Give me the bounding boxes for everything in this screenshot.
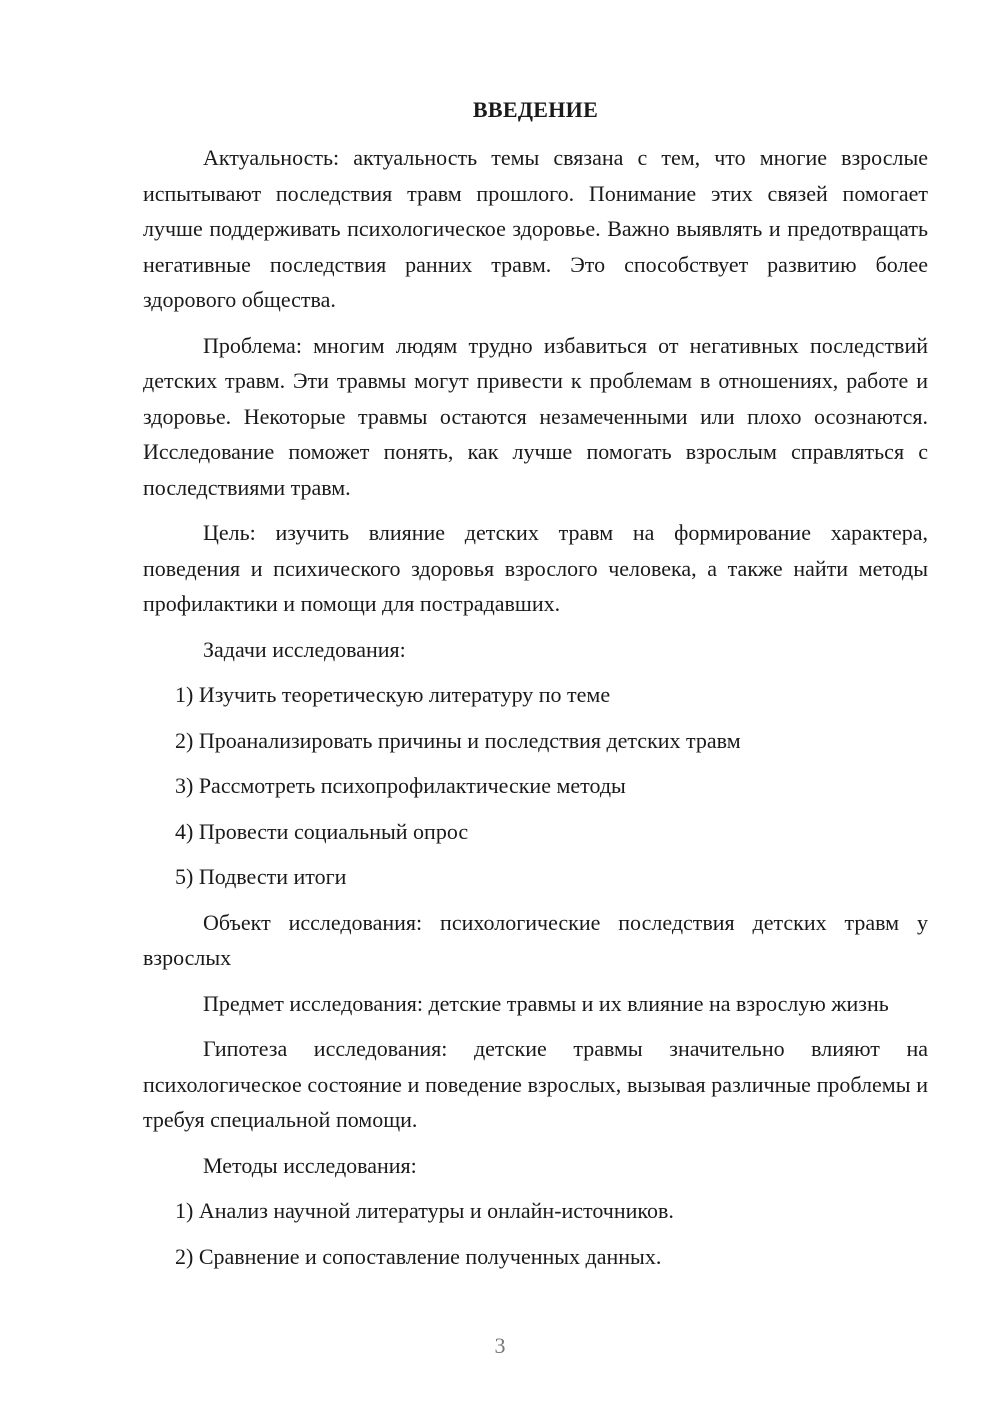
task-item: 5) Подвести итоги (175, 864, 347, 889)
page-number: 3 (494, 1333, 506, 1358)
task-item: 4) Провести социальный опрос (175, 818, 469, 844)
object-paragraph: Объект исследования: психологические последствия детских травм у взрослых (143, 909, 928, 970)
task-item: 1) Изучить теоретическую литературу по теме (175, 682, 611, 707)
method-item: 1) Анализ научной литературы и онлайн-источников. (175, 1198, 674, 1223)
method-item: 2) Сравнение и сопоставление полученных данных. (175, 1243, 662, 1269)
hypothesis-paragraph: Гипотеза исследования: детские травмы значительно влияют на психологическое состояние и поведение взрослых, вызывая различные проблемы и требуя специальной помощи. (143, 1036, 928, 1132)
page-title: ВВЕДЕНИЕ (472, 97, 599, 122)
subject-paragraph: Предмет исследования: детские травмы и их влияние на взрослую жизнь (203, 990, 889, 1016)
tasks-heading: Задачи исследования: (203, 636, 406, 662)
methods-heading: Методы исследования: (203, 1152, 417, 1178)
problem-paragraph: Проблема: многим людям трудно избавиться от негативных последствий детских травм. Эти травмы могут привести к проблемам в отношениях, работе и здоровье. Некоторые травмы остаются незамеченными или плохо осознаются. Исследование поможет понять, как лучше помогать взрослым справляться с последствиями травм. (143, 332, 928, 500)
document-page (143, 96, 928, 1284)
task-item: 2) Проанализировать причины и последствия детских травм (175, 727, 741, 753)
relevance-paragraph: Актуальность: актуальность темы связана с тем, что многие взрослые испытывают последствия травм прошлого. Понимание этих связей помогает лучше поддерживать психологическое здоровье. Важно выявлять и предотвращать негативные последствия ранних травм. Это способствует развитию более здорового общества. (143, 145, 928, 312)
goal-paragraph: Цель: изучить влияние детских травм на формирование характера, поведения и психического здоровья взрослого человека, а также найти методы профилактики и помощи для пострадавших. (143, 520, 928, 616)
task-item: 3) Рассмотреть психопрофилактические методы (175, 773, 626, 798)
